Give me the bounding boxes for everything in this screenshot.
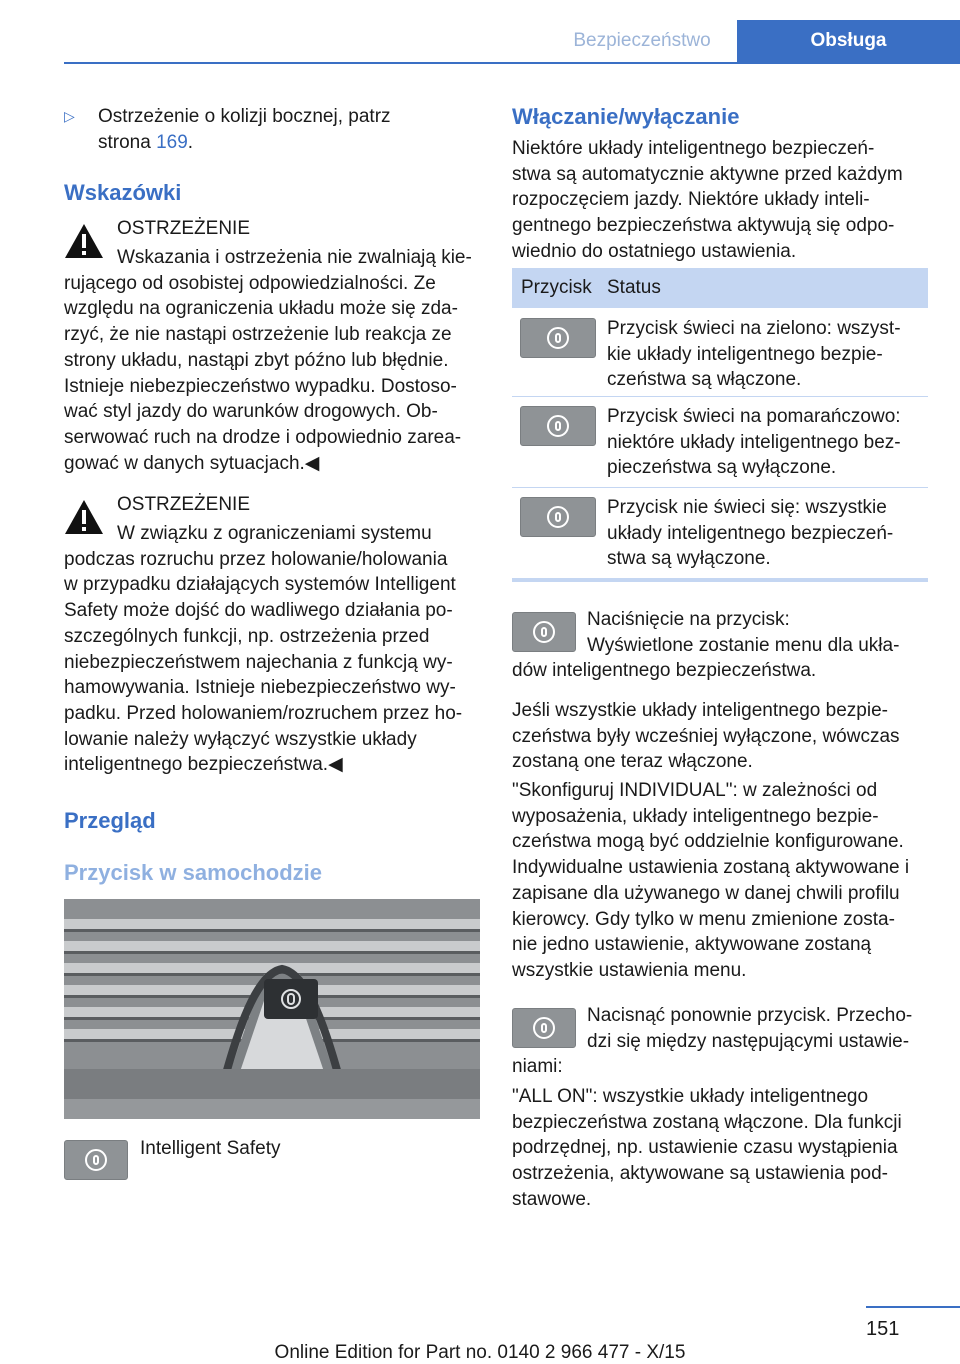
press1-line: dów inteligentnego bezpieczeństwa. [512, 660, 817, 682]
table-cell-line: Przycisk świeci na zielono: wszyst‐ [607, 318, 901, 339]
page-number-rule [866, 1306, 960, 1308]
button-off-icon [520, 497, 596, 537]
table-row [607, 316, 937, 393]
table-cell-line: niektóre układy inteligentnego bez‐ [607, 431, 901, 453]
press1-line: Naciśnięcie na przycisk: [587, 609, 790, 630]
bullet-text-2: strona [98, 131, 157, 153]
paragraph-all-on [512, 1084, 942, 1213]
para-line: wyposażenia, układy inteligentnego bezpie‐ [512, 805, 879, 827]
para-line: zapisane dla używanego w danej chwili profilu [512, 882, 900, 904]
para-line: kierowcy. Gdy tylko w menu zmienione zosta‐ [512, 908, 895, 930]
table-row [607, 495, 937, 572]
table-col-status: Status [607, 277, 661, 298]
table-cell-line: czeństwa są włączone. [607, 369, 802, 391]
status-table-header [512, 268, 928, 308]
warning2-line: lowanie należy wyłączyć wszystkie układy [64, 728, 417, 750]
page-link[interactable]: 169 [156, 131, 188, 153]
press2-line: Nacisnąć ponownie przycisk. Przecho‐ [587, 1005, 913, 1026]
warning1-line: wać styl jazdy do warunków drogowych. Ob‐ [64, 401, 438, 423]
warning2-line: niebezpieczeństwem najechania z funkcją wy‐ [64, 651, 453, 673]
warning2-line: w przypadku działających systemów Intelligent [64, 574, 456, 596]
table-cell-line: kie układy inteligentnego bezpie‐ [607, 343, 883, 365]
intro-line: rozpoczęciem jazdy. Niektóre układy inteli‐ [512, 189, 870, 211]
page-number: 151 [866, 1318, 900, 1340]
table-cell-line: stwa są wyłączone. [607, 548, 771, 570]
warning1-line: względu na ograniczenia układu może się zda‐ [64, 298, 458, 320]
header-section-tab: Bezpieczeństwo [573, 30, 711, 51]
warning1-line: strony układu, nastąpi zbyt późno lub błędnie. [64, 349, 449, 371]
overview-heading: Przegląd [64, 808, 156, 833]
para-line: ostrzeżenia, aktywowane są ustawienia pod‐ [512, 1163, 888, 1185]
intro-paragraph [512, 136, 942, 265]
warning2-line: Safety może dojść do wadliwego działania po‐ [64, 600, 453, 622]
warning1-line: Wskazania i ostrzeżenia nie zwalniają kie‐ [117, 247, 472, 268]
table-row-divider [512, 487, 928, 488]
para-line: czeństwa były wcześniej wyłączone, wówczas [512, 725, 900, 747]
para-line: nie jedno ustawienie, aktywowane zostaną [512, 934, 872, 956]
button-orange-icon [520, 406, 596, 446]
header-divider [64, 62, 960, 64]
para-line: wszystkie ustawienia menu. [512, 959, 747, 981]
press-instruction-1 [512, 607, 942, 684]
warning2-line: szczególnych funkcji, np. ostrzeżenia przed [64, 625, 430, 647]
warning1-line: rzyć, że nie nastąpi ostrzeżenie lub reakcja ze [64, 324, 452, 346]
button-caption: Intelligent Safety [140, 1138, 281, 1159]
warning2-line: podczas rozruchu przez holowanie/holowania [64, 548, 448, 570]
para-line: czeństwa mogą być oddzielnie konfigurowane. [512, 831, 904, 853]
table-cell-line: układy inteligentnego bezpieczeń‐ [607, 522, 894, 544]
para-line: podrzędnej, np. ustawienie czasu wystąpienia [512, 1137, 898, 1159]
intro-line: stwa są automatycznie aktywne przed każdym [512, 163, 903, 185]
warning2-line: W związku z ograniczeniami systemu [117, 523, 432, 544]
warning2-body [64, 521, 480, 778]
table-bottom-rule [512, 578, 928, 582]
para-line: Indywidualne ustawienia zostaną aktywowane i [512, 857, 910, 879]
para-line: "ALL ON": wszystkie układy inteligentnego [512, 1086, 869, 1107]
intelligent-safety-button-icon [64, 1140, 128, 1180]
warning2-line: padku. Przed holowaniem/rozruchem przez ho‐ [64, 702, 463, 724]
bullet-end: . [187, 131, 194, 153]
para-line: "Skonfiguruj INDIVIDUAL": w zależności od [512, 780, 878, 801]
warning1-line: Istnieje niebezpieczeństwo wypadku. Dostoso‐ [64, 375, 457, 397]
warning2-title: OSTRZEŻENIE [117, 494, 251, 515]
table-col-button: Przycisk [521, 277, 592, 298]
table-cell-line: Przycisk świeci na pomarańczowo: [607, 406, 901, 427]
table-cell-line: pieczeństwa są wyłączone. [607, 457, 837, 479]
header-chapter-tab: Obsługa [737, 20, 960, 62]
table-row [607, 404, 937, 481]
warning2-line: inteligentnego bezpieczeństwa.◀ [64, 754, 343, 776]
intro-line: wiednio do ostatniego ustawienia. [512, 240, 797, 262]
para-line: Jeśli wszystkie układy inteligentnego bezpie‐ [512, 700, 888, 721]
edition-footer: Online Edition for Part no. 0140 2 966 477 - X/15 [274, 1342, 686, 1363]
button-green-icon [520, 318, 596, 358]
para-line: zostaną one teraz włączone. [512, 751, 753, 773]
table-cell-line: Przycisk nie świeci się: wszystkie [607, 497, 887, 518]
button-heading: Przycisk w samochodzie [64, 860, 322, 885]
warning1-line: gować w danych sytuacjach.◀ [64, 452, 320, 474]
warning1-body [64, 245, 480, 476]
paragraph-all-off [512, 698, 942, 775]
car-button-photo [64, 899, 480, 1119]
intro-line: gentnego bezpieczeństwa aktywują się odpo‐ [512, 215, 895, 237]
bullet-arrow-icon: ▷ [64, 108, 75, 124]
para-line: bezpieczeństwa zostaną włączone. Dla funkcji [512, 1111, 902, 1133]
intro-line: Niektóre układy inteligentnego bezpieczeń‐ [512, 138, 875, 159]
press1-line: Wyświetlone zostanie menu dla ukła‐ [587, 634, 900, 656]
warning1-title: OSTRZEŻENIE [117, 218, 251, 239]
onoff-heading: Włączanie/wyłączanie [512, 104, 740, 129]
bullet-text: Ostrzeżenie o kolizji bocznej, patrz [98, 106, 391, 127]
warning1-line: serwować ruch na drodze i odpowiednio zarea‐ [64, 426, 462, 448]
table-row-divider [512, 396, 928, 397]
para-line: stawowe. [512, 1188, 592, 1210]
paragraph-individual [512, 778, 942, 984]
press-instruction-2 [512, 1003, 942, 1080]
hints-heading: Wskazówki [64, 180, 182, 205]
warning2-line: hamowywania. Istnieje niebezpieczeństwo wy‐ [64, 677, 456, 699]
press2-line: niami: [512, 1056, 563, 1078]
warning1-line: rującego od osobistej odpowiedzialności. Ze [64, 272, 436, 294]
press2-line: dzi się między następującymi ustawie‐ [587, 1030, 910, 1052]
